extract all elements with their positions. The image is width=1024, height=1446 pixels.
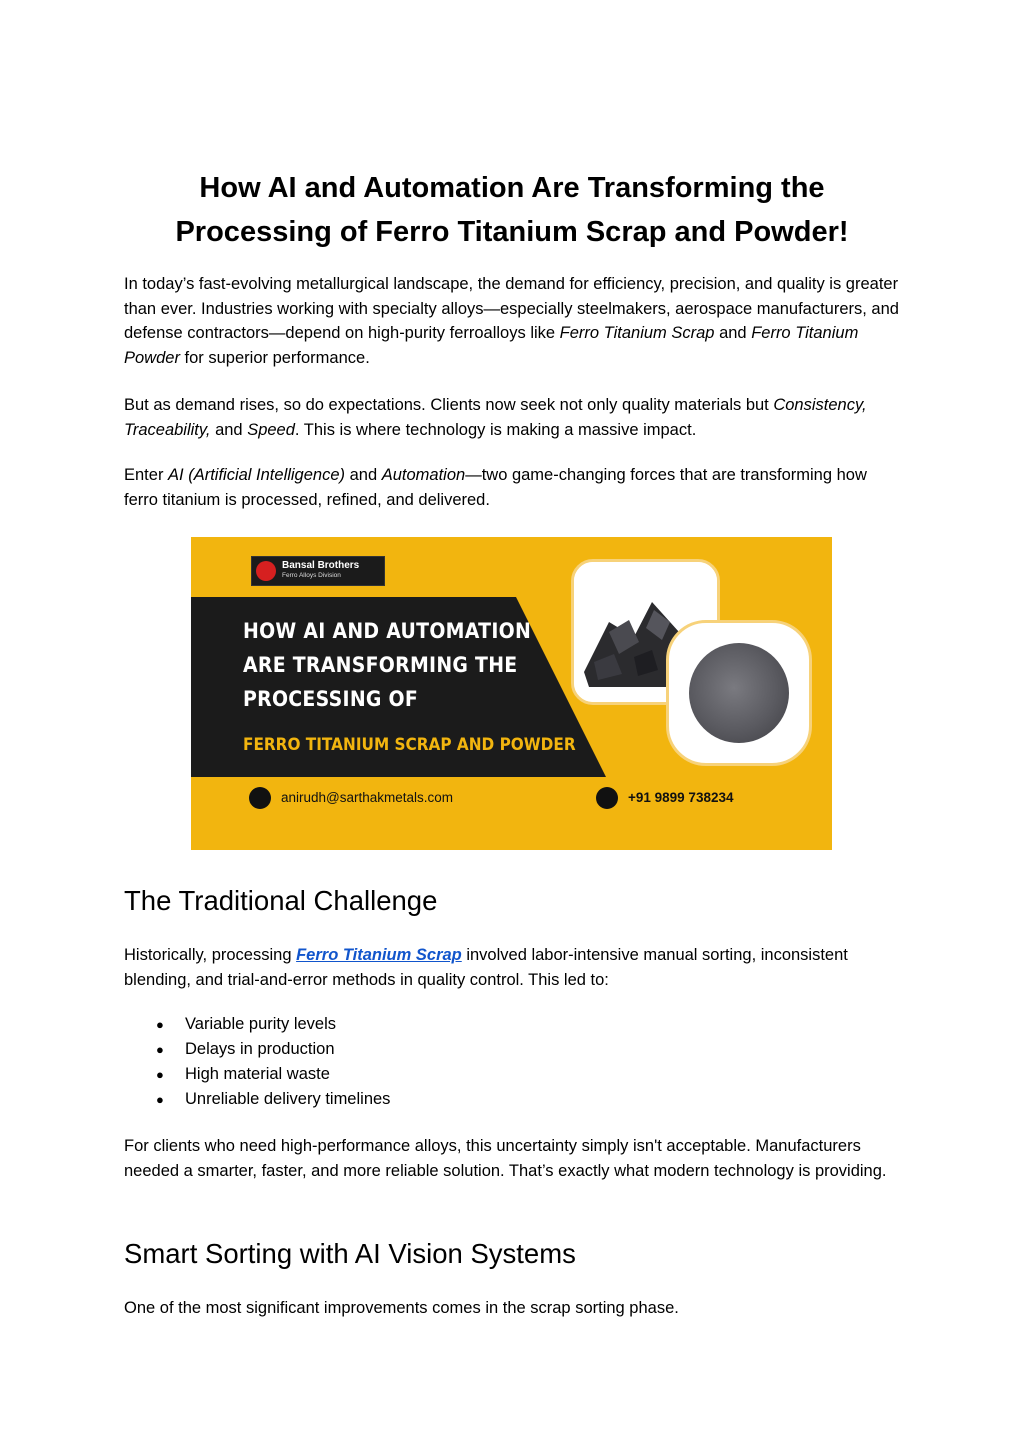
- text: For clients who need high-performance alloys, this uncertainty simply isn't acceptable. Manufacturers needed a smarter, faster, and more reliable solution. That’s exactly what modern technology is providing.: [124, 1137, 887, 1180]
- logo-name: Bansal Brothers: [282, 560, 360, 571]
- list-item: ● Delays in production: [124, 1037, 900, 1062]
- text: But as demand rises, so do expectations. Clients now seek not only quality materials but: [124, 396, 774, 414]
- text: and: [345, 466, 382, 484]
- email-icon: [249, 787, 271, 809]
- logo-mark-icon: [256, 561, 276, 581]
- emphasis: AI (Artificial Intelligence): [168, 466, 346, 484]
- page-title: How AI and Automation Are Transforming the Processing of Ferro Titanium Scrap and Powder!: [175, 172, 849, 248]
- text: and: [714, 324, 752, 342]
- text: and: [210, 420, 248, 439]
- section-heading-smart-sorting: Smart Sorting with AI Vision Systems: [124, 1238, 576, 1269]
- intro-paragraph-3: [124, 463, 900, 512]
- emphasis: Consistency, Traceability,: [124, 396, 867, 439]
- section1-paragraph-2: [124, 1134, 900, 1183]
- text: Enter: [124, 466, 169, 484]
- article-banner-image: [191, 537, 832, 850]
- banner-phone: +91 9899 738234: [628, 790, 734, 805]
- banner-email: anirudh@sarthakmetals.com: [281, 790, 454, 805]
- list-item: ● Unreliable delivery timelines: [124, 1087, 900, 1112]
- section1-paragraph-1: [124, 943, 900, 992]
- text: One of the most significant improvements comes in the scrap sorting phase.: [124, 1299, 679, 1317]
- banner-subheading: FERRO TITANIUM SCRAP AND POWDER: [243, 735, 576, 755]
- powder-image: [666, 620, 812, 766]
- text: In today’s fast-evolving metallurgical landscape, the demand for efficiency, precision, and quality is greater than ever. Industries working with specialty alloys—especially steelmakers, aerospace manufacturers, and defense contractors—depend on high-purity ferroalloys like: [124, 275, 899, 342]
- emphasis-ferro-titanium-powder: Ferro Titanium Powder: [124, 324, 859, 367]
- bansal-brothers-logo: [251, 556, 385, 586]
- list-item: ● High material waste: [124, 1062, 900, 1087]
- banner-heading-line-2: ARE TRANSFORMING THE: [243, 653, 518, 677]
- banner-heading-line-1: HOW AI AND AUTOMATION: [243, 619, 532, 643]
- section-heading-traditional-challenge: The Traditional Challenge: [124, 885, 438, 916]
- challenge-list: [124, 1012, 900, 1112]
- ferro-titanium-scrap-link[interactable]: Ferro Titanium Scrap: [296, 946, 462, 964]
- powder-icon: [689, 643, 789, 743]
- intro-paragraph-1: [124, 272, 900, 370]
- banner-heading-line-3: PROCESSING OF: [243, 687, 419, 711]
- logo-subtitle: Ferro Alloys Division: [282, 572, 341, 579]
- emphasis: Automation: [381, 466, 466, 484]
- phone-icon: [596, 787, 618, 809]
- intro-paragraph-2: [124, 393, 900, 442]
- text: involved labor-intensive manual sorting, inconsistent blending, and trial-and-error methods in quality control. This led to:: [124, 946, 848, 989]
- list-item: ● Variable purity levels: [124, 1012, 900, 1037]
- emphasis: Speed: [247, 420, 295, 439]
- text: —two game-changing forces that are transforming how ferro titanium is processed, refined, and delivered.: [124, 466, 867, 509]
- emphasis-ferro-titanium-scrap: Ferro Titanium Scrap: [559, 324, 715, 342]
- text: Historically, processing: [124, 946, 297, 964]
- text: for superior performance.: [179, 348, 370, 367]
- text: . This is where technology is making a massive impact.: [294, 420, 697, 439]
- section2-paragraph-1: [124, 1296, 900, 1321]
